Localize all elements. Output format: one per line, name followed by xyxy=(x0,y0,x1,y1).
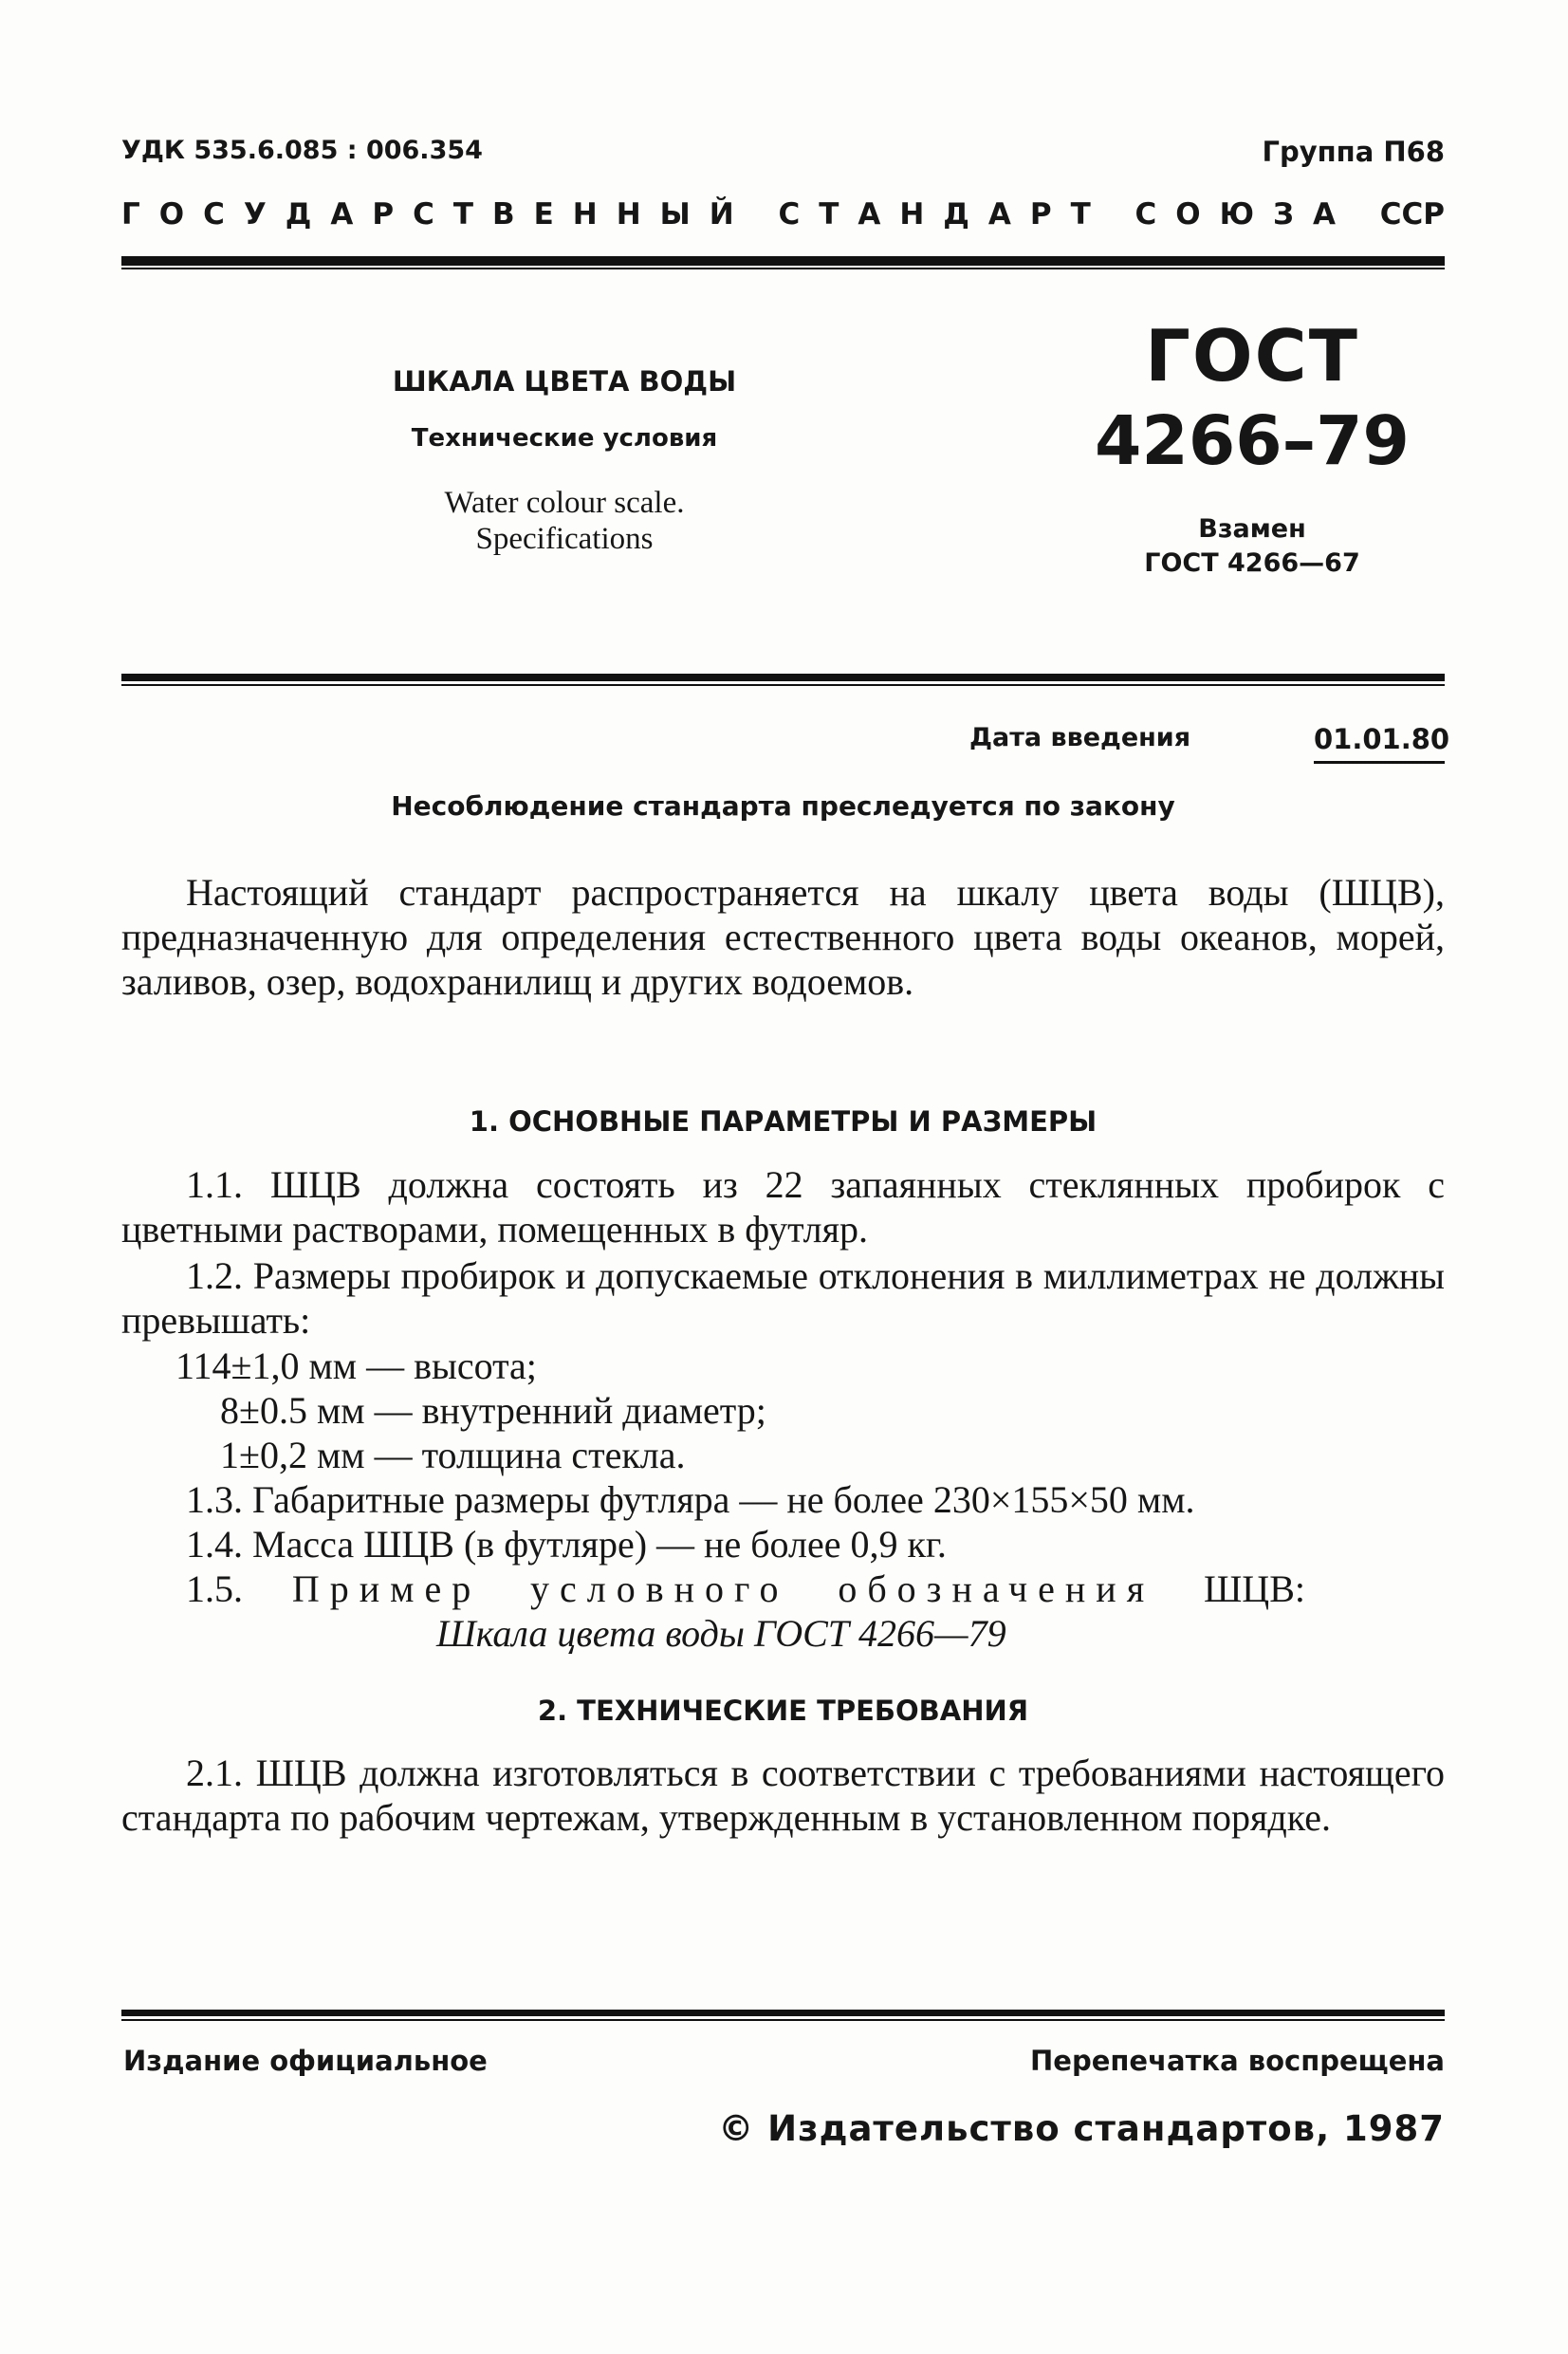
reprint-prohibited-label: Перепечатка воспрещена xyxy=(1030,2045,1445,2077)
section-1-title: 1. ОСНОВНЫЕ ПАРАМЕТРЫ И РАЗМЕРЫ xyxy=(469,1105,1098,1138)
introduction-date-label: Дата введения xyxy=(969,723,1191,752)
header-rule-thin xyxy=(121,268,1445,269)
intro-paragraph: Настоящий стандарт распространяется на шкалу цвета воды (ШЦВ), предназначенную для определения естественного цвета воды океанов, морей, заливов, озер, водохранилищ и других водоемов. xyxy=(121,871,1445,1003)
group-code: Группа П68 xyxy=(1262,136,1445,168)
footer-rule-thick xyxy=(121,2010,1445,2016)
udk-code: УДК 535.6.085 : 006.354 xyxy=(121,136,483,165)
publisher-copyright: © Издательство стандартов, 1987 xyxy=(718,2108,1445,2149)
paragraph-1-2: 1.2. Размеры пробирок и допускаемые отклонения в миллиметрах не должны превышать: xyxy=(121,1254,1445,1342)
document-subtitle: Технические условия xyxy=(411,424,718,453)
dimension-thickness: 1±0,2 мм — толщина стекла. xyxy=(220,1434,686,1476)
paragraph-1-5-number: 1.5. xyxy=(186,1567,243,1610)
gost-block xyxy=(1091,313,1413,581)
section-2-title: 2. ТЕХНИЧЕСКИЕ ТРЕБОВАНИЯ xyxy=(537,1695,1029,1727)
title-block xyxy=(360,365,768,557)
paragraph-2-1: 2.1. ШЦВ должна изготовляться в соответствии с требованиями настоящего стандарта по рабочим чертежам, утвержденным в установленном порядке. xyxy=(121,1752,1445,1839)
paragraph-1-4: 1.4. Масса ШЦВ (в футляре) — не более 0,9 кг. xyxy=(186,1523,947,1566)
paragraph-1-5-word-2: условного xyxy=(530,1567,789,1610)
state-word-3: СОЮЗА xyxy=(1134,197,1356,232)
footer-rule-thin xyxy=(121,2019,1445,2021)
designation-example: Шкала цвета воды ГОСТ 4266—79 xyxy=(436,1612,1006,1655)
dimension-diameter: 8±0.5 мм — внутренний диаметр; xyxy=(220,1389,766,1432)
english-title-line-1: Water colour scale. xyxy=(444,486,685,520)
header-rule-thick xyxy=(121,256,1445,266)
state-word-2: СТАНДАРТ xyxy=(778,197,1110,232)
title-rule-thin xyxy=(121,684,1445,686)
state-word-4: ССР xyxy=(1379,197,1445,232)
english-title-line-2: Specifications xyxy=(475,522,654,556)
replaces-label: Взамен xyxy=(1198,514,1306,544)
gost-label: ГОСТ xyxy=(1145,314,1359,398)
title-rule-thick xyxy=(121,674,1445,681)
paragraph-1-1: 1.1. ШЦВ должна состоять из 22 запаянных стеклянных пробирок с цветными растворами, помещенных в футляр. xyxy=(121,1163,1445,1251)
replaces-value: ГОСТ 4266—67 xyxy=(1144,548,1360,578)
paragraph-1-5-word-3: обозначения xyxy=(838,1567,1155,1610)
paragraph-1-5 xyxy=(186,1566,1305,1611)
dimension-height: 114±1,0 мм — высота; xyxy=(175,1344,537,1387)
paragraph-1-5-word-1: Пример xyxy=(291,1567,482,1610)
paragraph-1-3: 1.3. Габаритные размеры футляра — не более 230×155×50 мм. xyxy=(186,1478,1195,1521)
law-notice: Несоблюдение стандарта преследуется по закону xyxy=(391,790,1175,822)
state-standard-heading xyxy=(121,197,1445,232)
paragraph-1-5-word-4: ШЦВ: xyxy=(1203,1567,1305,1610)
gost-number: 4266–79 xyxy=(1095,401,1410,480)
document-title: ШКАЛА ЦВЕТА ВОДЫ xyxy=(392,365,737,398)
state-word-1: ГОСУДАРСТВЕННЫЙ xyxy=(121,197,753,232)
official-edition-label: Издание официальное xyxy=(123,2045,488,2077)
introduction-date-value: 01.01.80 xyxy=(1314,723,1445,764)
